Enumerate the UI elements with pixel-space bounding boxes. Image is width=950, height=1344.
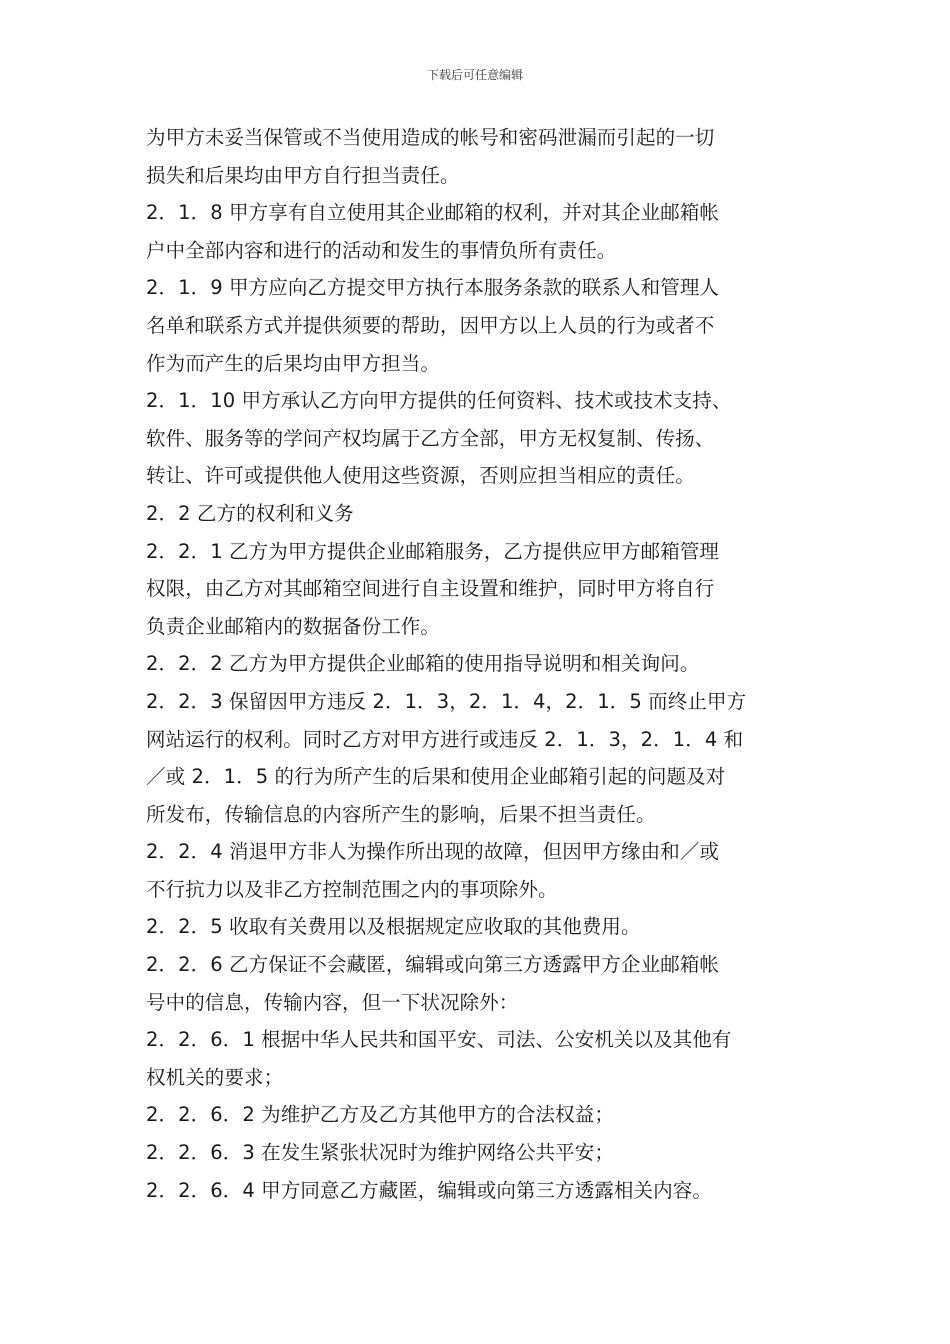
- text-line: 号中的信息，传输内容，但一下状况除外：: [146, 990, 519, 1014]
- clause-2-2-4: 2．2．4 消退甲方非人为操作所出现的故障，但因甲方缘由和／或: [146, 840, 720, 864]
- text-line: ／或 2．1．5 的行为所产生的后果和使用企业邮箱引起的问题及对: [146, 765, 726, 789]
- clause-2-1-10: 2．1．10 甲方承认乙方向甲方提供的任何资料、技术或技术支持、: [146, 389, 732, 413]
- text-line: 户中全部内容和进行的活动和发生的事情负所有责任。: [146, 238, 617, 262]
- text-line: 网站运行的权利。同时乙方对甲方进行或违反 2．1．3，2．1．4 和: [146, 727, 744, 751]
- clause-2-2-2: 2．2．2 乙方为甲方提供企业邮箱的使用指导说明和相关询问。: [146, 652, 700, 676]
- clause-2-2-6-1: 2．2．6．1 根据中华人民共和国平安、司法、公安机关以及其他有: [146, 1028, 732, 1052]
- text-line: 权机关的要求；: [146, 1065, 284, 1089]
- clause-2-1-9: 2．1．9 甲方应向乙方提交甲方执行本服务条款的联系人和管理人: [146, 276, 720, 300]
- text-line: 不行抗力以及非乙方控制范围之内的事项除外。: [146, 877, 558, 901]
- clause-2-2-5: 2．2．5 收取有关费用以及根据规定应收取的其他费用。: [146, 915, 641, 939]
- clause-2-2-3: 2．2．3 保留因甲方违反 2．1．3，2．1．4，2．1．5 而终止甲方: [146, 689, 747, 713]
- text-line: 转让、许可或提供他人使用这些资源，否则应担当相应的责任。: [146, 464, 695, 488]
- clause-2-1-8: 2．1．8 甲方享有自立使用其企业邮箱的权利，并对其企业邮箱帐: [146, 201, 720, 225]
- clause-2-2-1: 2．2．1 乙方为甲方提供企业邮箱服务，乙方提供应甲方邮箱管理: [146, 539, 720, 563]
- clause-2-2-6: 2．2．6 乙方保证不会藏匿，编辑或向第三方透露甲方企业邮箱帐: [146, 953, 720, 977]
- page-header: 下载后可任意编辑: [426, 68, 523, 82]
- clause-2-2-6-2: 2．2．6．2 为维护乙方及乙方其他甲方的合法权益；: [146, 1103, 614, 1127]
- text-line: 为甲方未妥当保管或不当使用造成的帐号和密码泄漏而引起的一切: [146, 126, 715, 149]
- text-line: 损失和后果均由甲方自行担当责任。: [146, 163, 460, 187]
- text-line: 所发布，传输信息的内容所产生的影响，后果不担当责任。: [146, 802, 656, 826]
- text-line: 权限，由乙方对其邮箱空间进行自主设置和维护，同时甲方将自行: [146, 577, 715, 601]
- document-body: [146, 119, 814, 1209]
- clause-2-2-6-4: 2．2．6．4 甲方同意乙方藏匿，编辑或向第三方透露相关内容。: [146, 1178, 712, 1202]
- text-line: 作为而产生的后果均由甲方担当。: [146, 351, 441, 375]
- text-line: 名单和联系方式并提供须要的帮助，因甲方以上人员的行为或者不: [146, 313, 715, 337]
- section-heading-2-2: 2．2 乙方的权利和义务: [146, 501, 354, 525]
- clause-2-2-6-3: 2．2．6．3 在发生紧张状况时为维护网络公共平安；: [146, 1141, 614, 1165]
- text-line: 负责企业邮箱内的数据备份工作。: [146, 614, 441, 638]
- text-line: 软件、服务等的学问产权均属于乙方全部，甲方无权复制、传扬、: [146, 426, 715, 450]
